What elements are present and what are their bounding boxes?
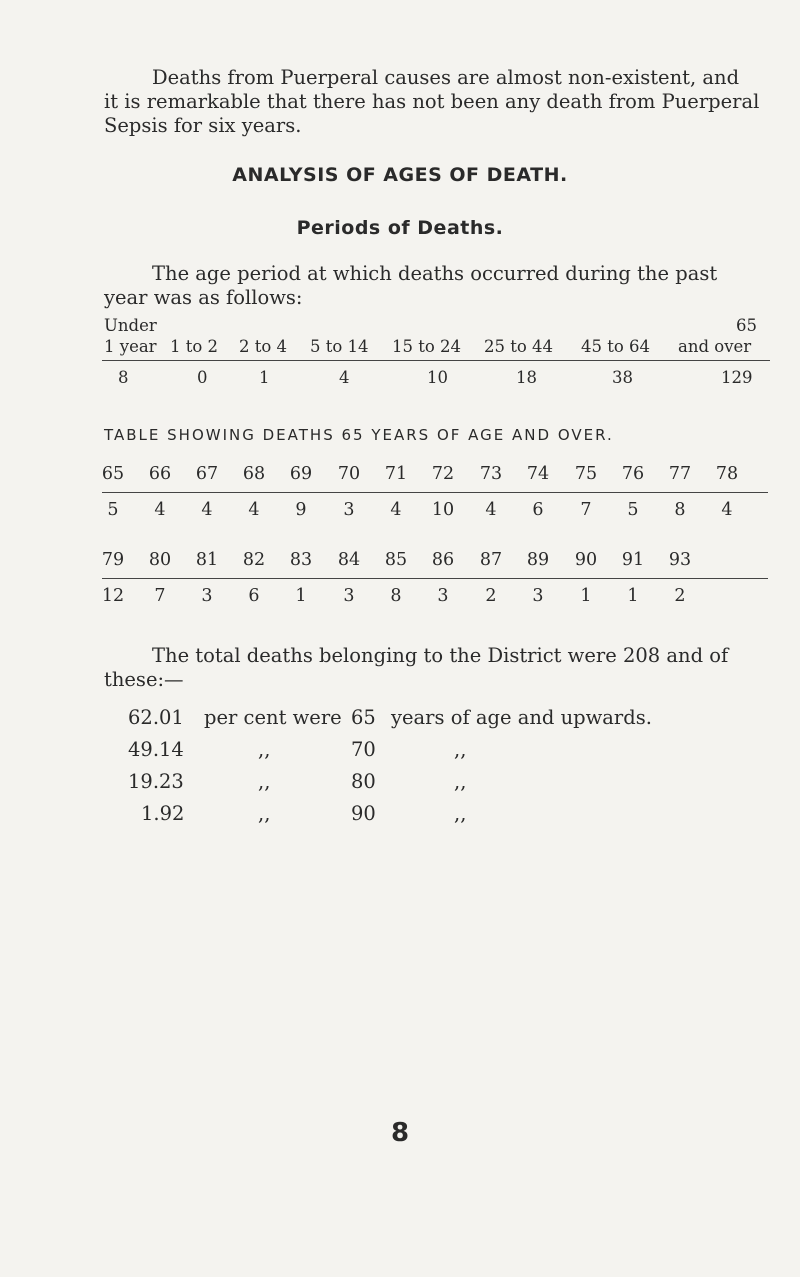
- age-cell: 78: [715, 464, 739, 484]
- age-cell: 69: [289, 464, 313, 484]
- period-header: and over: [678, 337, 752, 356]
- periods-rule: [102, 360, 770, 361]
- age-cell: 68: [242, 464, 266, 484]
- intro-line-1: Deaths from Puerperal causes are almost non-existent, and: [152, 66, 740, 89]
- period-value: 0: [197, 368, 208, 387]
- period-header: 1 year: [104, 337, 157, 356]
- death-count-cell: 3: [532, 586, 544, 606]
- percentage-mid: per cent were: [204, 706, 342, 729]
- period-header: 45 to 64: [581, 337, 651, 356]
- death-count-cell: 4: [248, 500, 260, 520]
- period-header: 25 to 44: [484, 337, 554, 356]
- periods-header-under: Under: [104, 316, 157, 335]
- age-cell: 81: [195, 550, 219, 570]
- death-count-cell: 9: [295, 500, 307, 520]
- death-count-cell: 4: [201, 500, 213, 520]
- intro-line-3: Sepsis for six years.: [104, 114, 302, 137]
- age-cell: 70: [337, 464, 361, 484]
- period-value: 1: [259, 368, 270, 387]
- period-value: 8: [118, 368, 129, 387]
- death-count-cell: 1: [580, 586, 592, 606]
- death-count-cell: 4: [485, 500, 497, 520]
- death-count-cell: 6: [532, 500, 544, 520]
- percentage-value: 19.23: [128, 770, 184, 793]
- period-header: 5 to 14: [310, 337, 369, 356]
- percentage-mid: ,,: [258, 738, 271, 761]
- death-count-cell: 10: [431, 500, 455, 520]
- death-count-cell: 3: [343, 500, 355, 520]
- totals-line-2: these:—: [104, 668, 184, 691]
- period-value: 38: [612, 368, 633, 387]
- period-value: 18: [516, 368, 537, 387]
- death-count-cell: 4: [721, 500, 733, 520]
- death-count-cell: 5: [107, 500, 119, 520]
- period-value: 129: [721, 368, 753, 387]
- period-value: 10: [427, 368, 448, 387]
- intro-line-2: it is remarkable that there has not been any death from Puerperal: [104, 90, 760, 113]
- age-cell: 71: [384, 464, 408, 484]
- main-heading: ANALYSIS OF AGES OF DEATH.: [232, 164, 568, 186]
- percentage-mid: ,,: [258, 770, 271, 793]
- percentage-tail: ,,: [454, 770, 467, 793]
- percentage-age: 80: [351, 770, 376, 793]
- death-count-cell: 3: [201, 586, 213, 606]
- period-header: 15 to 24: [392, 337, 462, 356]
- age-cell: 77: [668, 464, 692, 484]
- percentage-value: 62.01: [128, 706, 184, 729]
- percentage-value: 49.14: [128, 738, 184, 761]
- age-cell: 66: [148, 464, 172, 484]
- percentage-tail: years of age and upwards.: [391, 706, 652, 729]
- period-header: 1 to 2: [170, 337, 219, 356]
- percentage-tail: ,,: [454, 802, 467, 825]
- death-count-cell: 4: [390, 500, 402, 520]
- sub-heading-periods: Periods of Deaths.: [296, 217, 504, 239]
- death-count-cell: 7: [154, 586, 166, 606]
- period-paragraph: [104, 262, 766, 310]
- age-cell: 90: [574, 550, 598, 570]
- period-line-1: The age period at which deaths occurred during the past: [152, 262, 718, 285]
- page-number: 8: [390, 1118, 410, 1148]
- death-count-cell: 3: [437, 586, 449, 606]
- period-header: 2 to 4: [239, 337, 288, 356]
- periods-header-65: 65: [736, 316, 757, 335]
- death-count-cell: 2: [485, 586, 497, 606]
- percentage-value: 1.92: [141, 802, 185, 825]
- death-count-cell: 3: [343, 586, 355, 606]
- totals-line-1: The total deaths belonging to the District were 208 and of: [152, 644, 729, 667]
- intro-paragraph: [104, 66, 766, 138]
- percentage-age: 90: [351, 802, 376, 825]
- percentage-tail: ,,: [454, 738, 467, 761]
- percentage-age: 70: [351, 738, 376, 761]
- age-cell: 80: [148, 550, 172, 570]
- totals-paragraph: [104, 644, 766, 692]
- age-cell: 73: [479, 464, 503, 484]
- death-count-cell: 5: [627, 500, 639, 520]
- age-cell: 93: [668, 550, 692, 570]
- age-cell: 89: [526, 550, 550, 570]
- age-cell: 74: [526, 464, 550, 484]
- age-cell: 84: [337, 550, 361, 570]
- age-cell: 75: [574, 464, 598, 484]
- age-cell: 72: [431, 464, 455, 484]
- age-cell: 83: [289, 550, 313, 570]
- percentage-mid: ,,: [258, 802, 271, 825]
- age-row-2-rule: [102, 578, 768, 579]
- death-count-cell: 1: [295, 586, 307, 606]
- death-count-cell: 2: [674, 586, 686, 606]
- age-cell: 67: [195, 464, 219, 484]
- age-cell: 79: [101, 550, 125, 570]
- death-count-cell: 4: [154, 500, 166, 520]
- age-cell: 91: [621, 550, 645, 570]
- death-count-cell: 8: [674, 500, 686, 520]
- age-cell: 82: [242, 550, 266, 570]
- age-table-title: TABLE SHOWING DEATHS 65 YEARS OF AGE AND OVER.: [104, 426, 614, 444]
- age-cell: 87: [479, 550, 503, 570]
- period-value: 4: [339, 368, 350, 387]
- death-count-cell: 8: [390, 586, 402, 606]
- death-count-cell: 1: [627, 586, 639, 606]
- age-cell: 85: [384, 550, 408, 570]
- period-line-2: year was as follows:: [104, 286, 303, 309]
- age-cell: 86: [431, 550, 455, 570]
- age-cell: 76: [621, 464, 645, 484]
- age-row-1-rule: [102, 492, 768, 493]
- death-count-cell: 12: [101, 586, 125, 606]
- age-cell: 65: [101, 464, 125, 484]
- percentage-age: 65: [351, 706, 376, 729]
- death-count-cell: 7: [580, 500, 592, 520]
- death-count-cell: 6: [248, 586, 260, 606]
